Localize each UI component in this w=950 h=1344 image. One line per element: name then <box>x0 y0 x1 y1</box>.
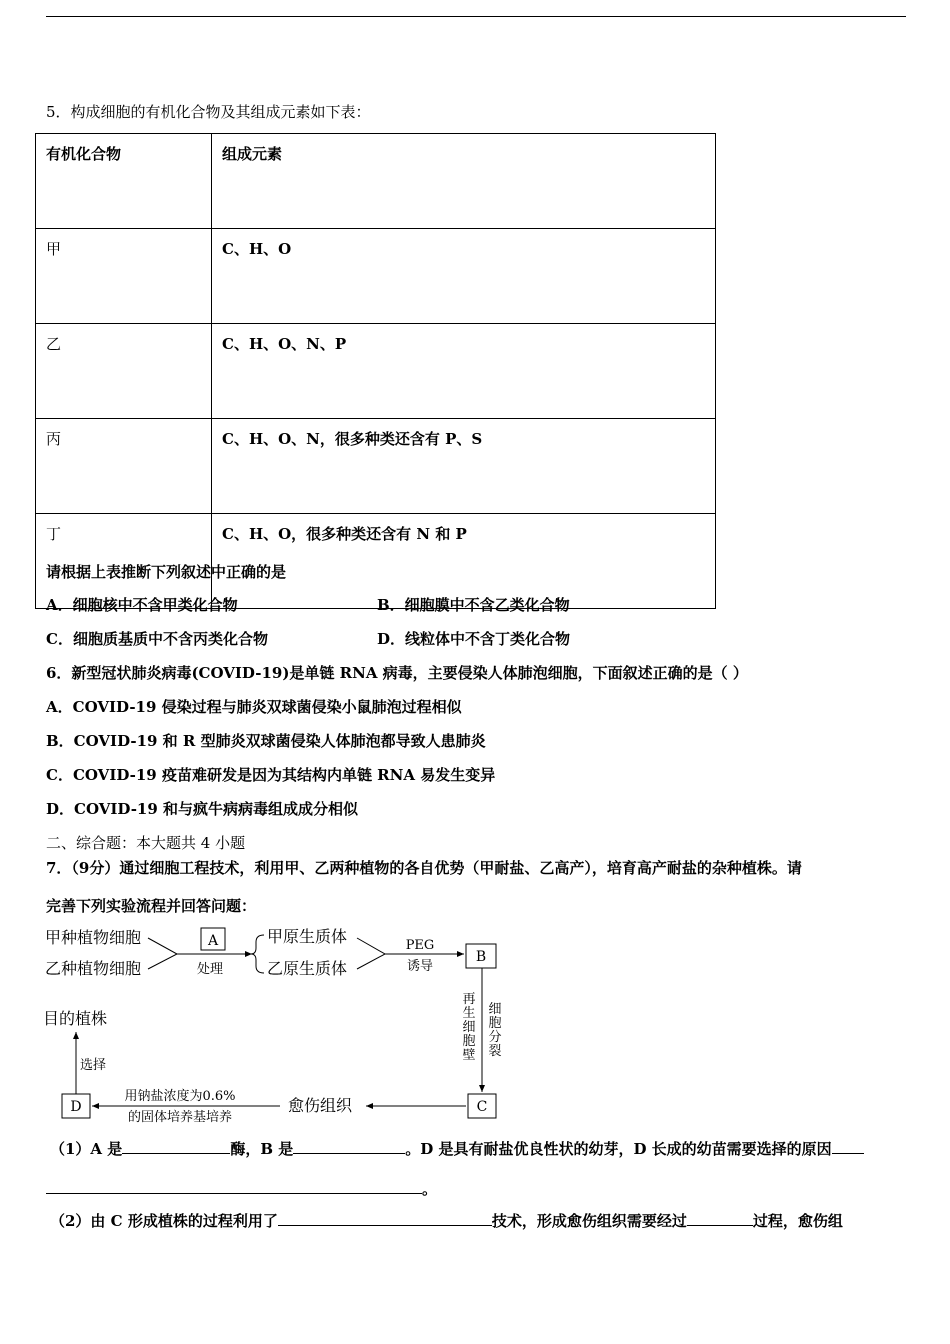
callus-label: 愈伤组织 <box>288 1096 353 1115</box>
regen-char: 再 <box>462 992 476 1007</box>
answer-blank-reason-cont[interactable] <box>46 1178 422 1194</box>
q7-sub1-continuation <box>46 1178 437 1199</box>
divide-char: 细 <box>488 1002 502 1017</box>
table-cell-compound: 乙 <box>36 324 212 419</box>
induce-label: 诱导 <box>406 959 434 974</box>
box-d-label: D <box>70 1099 82 1115</box>
q7-sub2-text: 技术，形成愈伤组织需要经过 <box>491 1212 687 1230</box>
answer-blank-technique[interactable] <box>278 1210 492 1226</box>
q7-sub1-text: （1）A 是 <box>50 1140 123 1158</box>
q6-stem: 6．新型冠状肺炎病毒(COVID-19)是单链 RNA 病毒，主要侵染人体肺泡细胞，下面叙述正确的是（ ） <box>46 664 748 682</box>
q5-option-c: C．细胞质基质中不含丙类化合物 <box>46 630 268 648</box>
protoplast-jia-label: 甲原生质体 <box>267 927 348 946</box>
table-row <box>36 324 716 419</box>
q5-option-a: A．细胞核中不含甲类化合物 <box>46 596 238 614</box>
regen-char: 细 <box>462 1020 476 1035</box>
divide-char: 胞 <box>488 1016 502 1031</box>
q7-sub2-text: （2）由 C 形成植株的过程利用了 <box>50 1212 278 1230</box>
peg-label: PEG <box>405 938 435 953</box>
answer-blank-a[interactable] <box>122 1138 230 1154</box>
q7-stem-line1: 7．（9分）通过细胞工程技术，利用甲、乙两种植物的各自优势（甲耐盐、乙高产），培育高产耐盐的杂种植株。请 <box>46 859 802 877</box>
cell-yi-label: 乙种植物细胞 <box>45 959 142 978</box>
protoplast-yi-label: 乙原生质体 <box>267 959 348 978</box>
regen-char: 生 <box>462 1006 476 1021</box>
select-label: 选择 <box>80 1058 107 1073</box>
q7-sub2-text: 过程，愈伤组 <box>752 1212 843 1230</box>
q5-option-b: B．细胞膜中不含乙类化合物 <box>377 596 570 614</box>
treat-label: 处理 <box>197 962 224 977</box>
q6-option-b: B．COVID-19 和 R 型肺炎双球菌侵染人体肺泡都导致人患肺炎 <box>46 732 486 750</box>
answer-blank-reason[interactable] <box>832 1138 864 1154</box>
table-cell-elements: C、H、O <box>212 229 716 324</box>
q6-option-c: C．COVID-19 疫苗难研发是因为其结构内单链 RNA 易发生变异 <box>46 766 496 784</box>
merge-bracket-1 <box>148 938 177 969</box>
box-b-label: B <box>475 949 487 965</box>
box-a-label: A <box>207 933 219 949</box>
divide-char: 分 <box>488 1030 502 1045</box>
merge-bracket-2 <box>357 938 385 969</box>
section-title: 二、综合题：本大题共 4 小题 <box>46 834 246 852</box>
cell-jia-label: 甲种植物细胞 <box>45 928 142 947</box>
regen-char: 壁 <box>462 1048 476 1063</box>
table-header-cell: 组成元素 <box>212 134 716 229</box>
compound-table <box>35 133 716 609</box>
box-c-label: C <box>476 1099 488 1115</box>
table-header-row <box>36 134 716 229</box>
table-cell-elements: C、H、O，很多种类还含有 N 和 P <box>212 514 716 609</box>
q6-option-d: D．COVID-19 和与疯牛病病毒组成成分相似 <box>46 800 359 818</box>
table-row <box>36 419 716 514</box>
table-cell-elements: C、H、O、N，很多种类还含有 P、S <box>212 419 716 514</box>
target-plant-label: 目的植株 <box>43 1009 108 1028</box>
q5-stem: 5．构成细胞的有机化合物及其组成元素如下表： <box>46 103 371 121</box>
q5-prompt: 请根据上表推断下列叙述中正确的是 <box>46 563 287 581</box>
q6-option-a: A．COVID-19 侵染过程与肺炎双球菌侵染小鼠肺泡过程相似 <box>46 698 462 716</box>
answer-blank-b[interactable] <box>293 1138 405 1154</box>
regen-char: 胞 <box>462 1034 476 1049</box>
q7-sub1-line <box>50 1138 864 1159</box>
medium-line1: 用钠盐浓度为0.6% <box>124 1089 236 1104</box>
split-brace <box>251 935 264 973</box>
header-rule <box>46 16 906 17</box>
medium-line2: 的固体培养基培养 <box>127 1110 233 1125</box>
q7-sub1-text: 。 <box>422 1180 438 1198</box>
table-row <box>36 229 716 324</box>
q7-sub1-text: 。D 是具有耐盐优良性状的幼芽，D 长成的幼苗需要选择的原因 <box>405 1140 832 1158</box>
answer-blank-process[interactable] <box>687 1210 753 1226</box>
table-cell-compound: 甲 <box>36 229 212 324</box>
divide-char: 裂 <box>488 1044 502 1059</box>
table-cell-elements: C、H、O、N、P <box>212 324 716 419</box>
q7-stem-line2: 完善下列实验流程并回答问题： <box>46 897 257 915</box>
table-cell-compound: 丙 <box>36 419 212 514</box>
q7-sub1-text: 酶，B 是 <box>230 1140 294 1158</box>
table-header-cell: 有机化合物 <box>36 134 212 229</box>
q5-option-d: D．线粒体中不含丁类化合物 <box>377 630 571 648</box>
table-cell-compound: 丁 <box>36 514 212 609</box>
q7-sub2-line <box>50 1210 843 1231</box>
experiment-flow-diagram <box>40 922 520 1127</box>
